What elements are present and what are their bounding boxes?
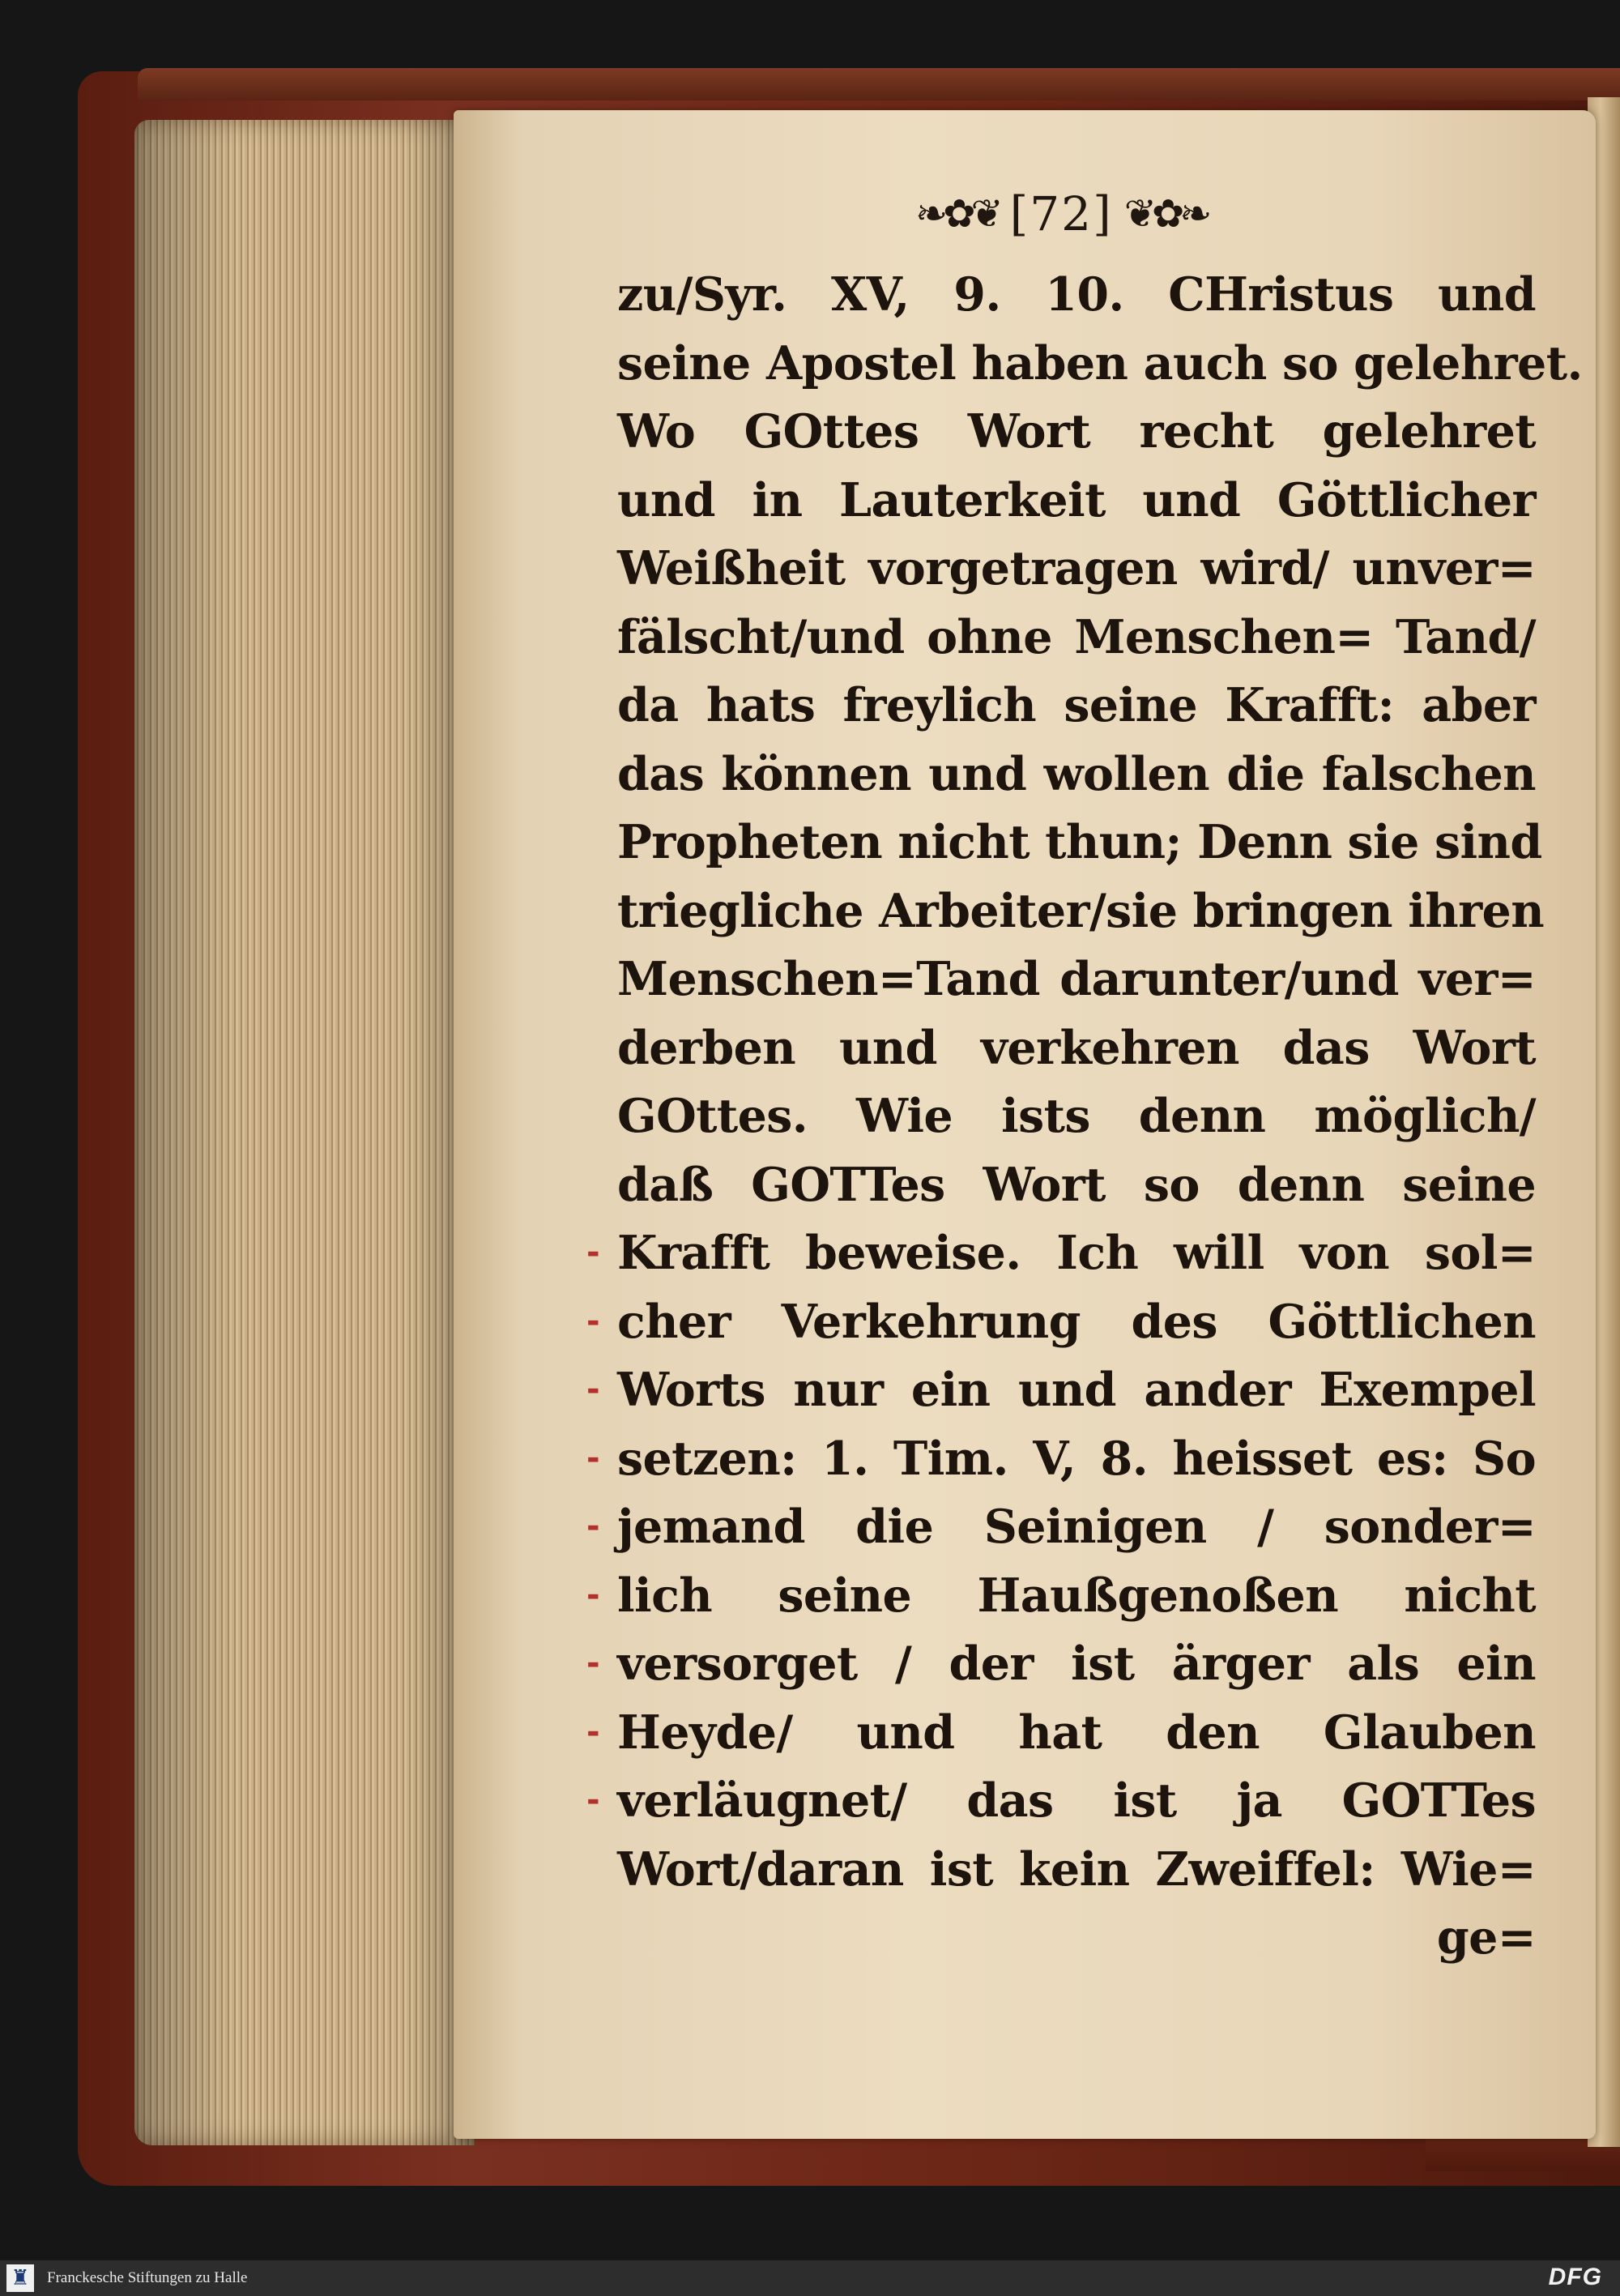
fleuron-ornament-icon: ❦✿❧ — [1123, 191, 1208, 237]
text-line: jemand die Seinigen / sonder= — [617, 1500, 1536, 1554]
red-margin-mark-icon: - — [586, 1645, 600, 1682]
page-number: [72] — [1009, 186, 1113, 241]
red-margin-mark-icon: - — [586, 1576, 600, 1614]
text-line: fälscht/und ohne Menschen= Tand/ — [617, 609, 1536, 664]
viewer-footer-bar — [0, 2260, 1620, 2296]
text-line: setzen: 1. Tim. V, 8. heisset es: So — [617, 1431, 1536, 1486]
red-margin-mark-icon: - — [586, 1439, 600, 1477]
text-line: Wo GOttes Wort recht gelehret — [617, 404, 1536, 459]
text-line: und in Lauterkeit und Göttlicher — [617, 472, 1536, 527]
text-line: lich seine Haußgenoßen nicht — [617, 1568, 1536, 1623]
text-line: verläugnet/ das ist ja GOTTes — [617, 1773, 1536, 1828]
catchword: ge= — [1436, 1910, 1536, 1965]
red-margin-mark-icon: - — [586, 1234, 600, 1271]
margin-marks — [586, 1218, 600, 1835]
red-margin-mark-icon: - — [586, 1302, 600, 1340]
red-margin-mark-icon: - — [586, 1371, 600, 1408]
franckesche-stiftungen-logo-icon: ♜ — [6, 2264, 34, 2292]
book-cover-top-edge — [138, 68, 1620, 100]
text-line: Menschen=Tand darunter/und ver= — [617, 952, 1536, 1006]
page-header — [915, 180, 1207, 248]
text-line: da hats freylich seine Krafft: aber — [617, 678, 1536, 732]
text-line: Wort/daran ist kein Zweiffel: Wie= — [617, 1841, 1536, 1897]
red-margin-mark-icon: - — [586, 1713, 600, 1751]
text-line: seine Apostel haben auch so gelehret. — [617, 335, 1583, 390]
red-margin-mark-icon: - — [586, 1508, 600, 1545]
text-line: Weißheit vorgetragen wird/ unver= — [617, 541, 1536, 595]
text-line: das können und wollen die falschen — [617, 746, 1536, 801]
page-block-shading — [134, 120, 475, 2145]
text-line: daß GOTTes Wort so denn seine — [617, 1157, 1536, 1212]
dfg-logo: DFG — [1548, 2264, 1602, 2290]
institution-credit: Franckesche Stiftungen zu Halle — [47, 2269, 248, 2286]
text-line: Heyde/ und hat den Glauben — [617, 1705, 1536, 1760]
text-line: Worts nur ein und ander Exempel — [617, 1363, 1536, 1417]
fleuron-ornament-icon: ❧✿❦ — [915, 191, 999, 237]
text-line: Propheten nicht thun; Denn sie sind — [617, 815, 1542, 869]
text-line: Krafft beweise. Ich will von sol= — [617, 1226, 1536, 1280]
red-margin-mark-icon: - — [586, 1782, 600, 1819]
text-line: cher Verkehrung des Göttlichen — [617, 1294, 1536, 1349]
text-line: derben und verkehren das Wort — [617, 1020, 1536, 1075]
text-line: zu/Syr. XV, 9. 10. CHristus und — [617, 267, 1536, 322]
text-line: GOttes. Wie ists denn möglich/ — [617, 1089, 1536, 1143]
text-line: triegliche Arbeiter/sie bringen ihren — [617, 883, 1545, 938]
text-line: versorget / der ist ärger als ein — [617, 1637, 1536, 1691]
page-text — [617, 261, 1583, 1973]
